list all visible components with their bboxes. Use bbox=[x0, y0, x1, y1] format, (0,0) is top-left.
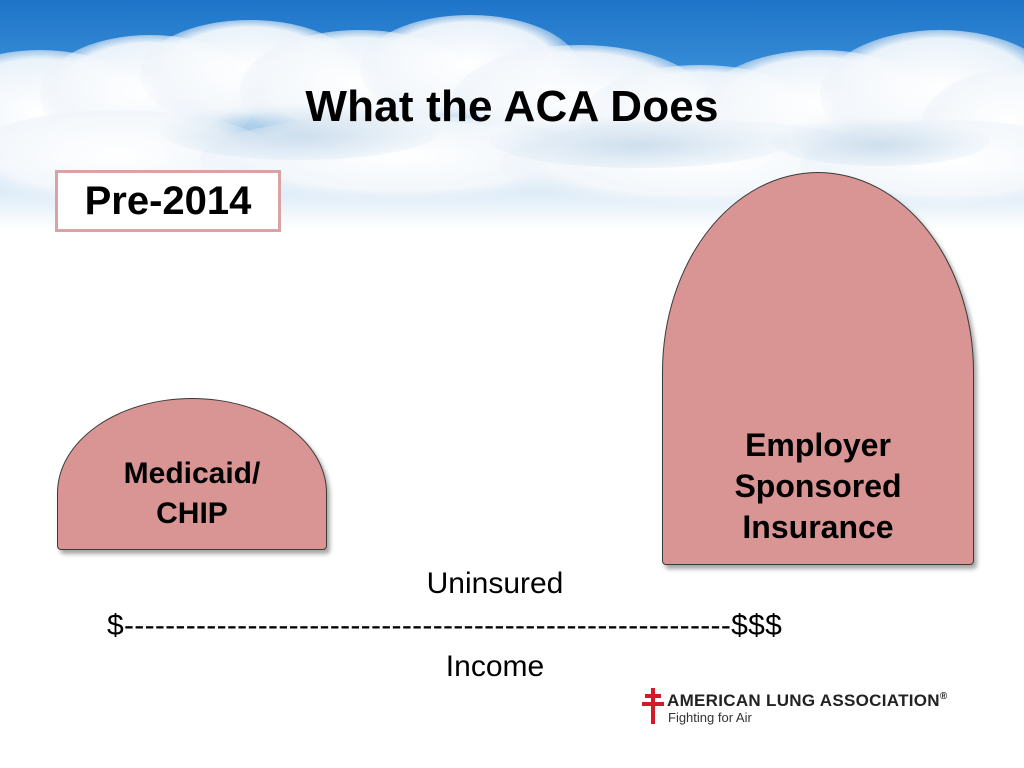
logo-tagline: Fighting for Air bbox=[668, 710, 752, 725]
income-scale-line: $-----------------------------------------------------------$$$ bbox=[107, 609, 783, 642]
era-label-box bbox=[55, 170, 281, 232]
era-label: Pre-2014 bbox=[84, 178, 252, 223]
american-lung-association-logo bbox=[642, 686, 982, 726]
income-axis-label: Income bbox=[445, 650, 545, 683]
lorraine-cross-icon bbox=[642, 688, 664, 724]
registered-mark: ® bbox=[939, 691, 948, 702]
uninsured-label: Uninsured bbox=[426, 567, 564, 600]
logo-name: AMERICAN LUNG ASSOCIATION® bbox=[667, 691, 948, 710]
slide-title: What the ACA Does bbox=[305, 82, 719, 131]
employer-sponsored-label: Employer Sponsored Insurance bbox=[734, 426, 902, 545]
employer-sponsored-coverage bbox=[662, 172, 974, 565]
medicaid-chip-label: Medicaid/ CHIP bbox=[123, 457, 261, 530]
